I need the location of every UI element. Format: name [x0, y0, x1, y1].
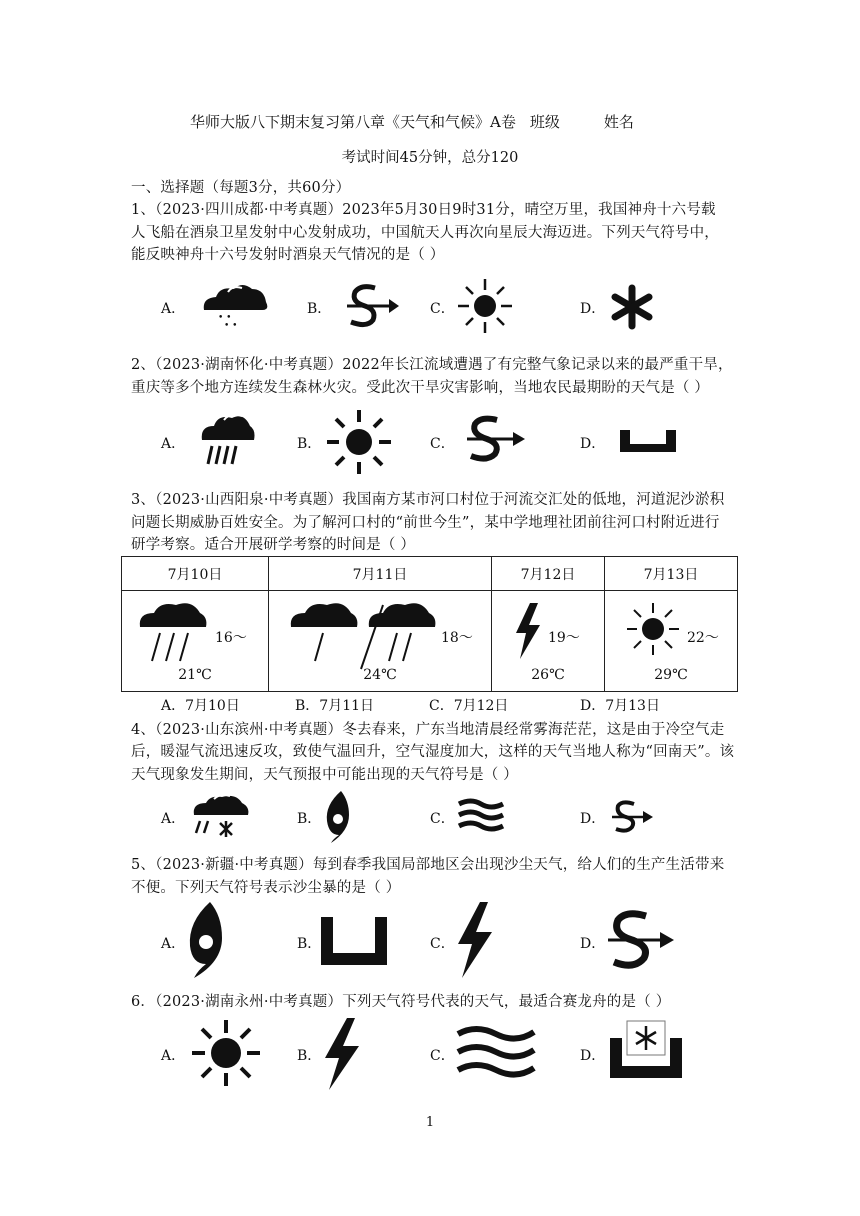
weather-forecast-table [121, 556, 738, 692]
exam-title: 华师大版八下期末复习第八章《天气和气候》A卷 [190, 113, 516, 131]
q6-option-d[interactable]: D． [580, 1048, 606, 1064]
table-weather-cell [122, 591, 269, 692]
sandstorm-s-icon [463, 414, 525, 466]
q6-option-b[interactable]: B． [297, 1048, 322, 1064]
dust-u-icon [618, 428, 678, 454]
sunny-icon [625, 601, 681, 657]
q3-option-a[interactable]: A．7月10日 [161, 698, 240, 714]
exam-title-row [190, 111, 634, 132]
sandstorm-s-icon [610, 800, 654, 834]
sunny-icon [457, 278, 513, 334]
q3-line-3: 研学考察。适合开展研学考察的时间是（ ） [131, 537, 416, 553]
q5-option-a[interactable]: A． [161, 936, 186, 952]
q2-line-2: 重庆等多个地方连续发生森林火灾。受此次干旱灾害影响，当地农民最期盼的天气是（ ） [131, 380, 710, 396]
sandstorm-s-icon [343, 282, 399, 330]
frost-icon [608, 1020, 684, 1080]
sleet-icon [190, 793, 250, 837]
q3-option-c[interactable]: C．7月12日 [429, 698, 509, 714]
table-temp-low: 26℃ [531, 667, 565, 683]
svg-text:• •: • • [224, 321, 238, 331]
q4-line-1: 4、（2023·山东滨州·中考真题）冬去春来，广东当地清晨经常雾海茫茫，这是由于冷空气走 [131, 722, 725, 738]
table-temp-high: 19～ [548, 630, 580, 646]
q2-line-1: 2、（2023·湖南怀化·中考真题）2022年长江流域遭遇了有完整气象记录以来的最严重干旱， [131, 357, 733, 373]
typhoon-icon [186, 902, 226, 978]
q4-line-2: 后，暖湿气流迅速反攻，致使气温回升，空气湿度加大，这样的天气当地人称为“回南天”。该 [131, 744, 735, 760]
q6-line-1: 6．（2023·湖南永州·中考真题）下列天气符号代表的天气，最适合赛龙舟的是（ ） [131, 994, 671, 1010]
cloud-rain-turning-rain-icon [289, 599, 439, 669]
fog-icon [457, 798, 505, 832]
svg-text:• •: • • [218, 313, 232, 323]
sunny-icon [325, 408, 393, 476]
q5-option-b[interactable]: B． [297, 936, 322, 952]
q4-line-3: 天气现象发生期间，天气预报中可能出现的天气符号是（ ） [131, 767, 519, 783]
q1-option-c[interactable]: C． [430, 301, 455, 317]
q1-line-2: 人飞船在酒泉卫星发射中心发射成功，中国航天人再次向星辰大海迈进。下列天气符号中， [131, 225, 719, 241]
table-temp-high: 22～ [687, 630, 719, 646]
q2-option-a[interactable]: A． [161, 436, 186, 452]
q3-line-2: 问题长期威胁百姓安全。为了解河口村的“前世今生”，某中学地理社团前往河口村附近进行 [131, 515, 720, 531]
q1-line-1: 1、（2023·四川成都·中考真题）2023年5月30日9时31分，晴空万里，我国神舟十六号载 [131, 202, 716, 218]
q5-option-c[interactable]: C． [430, 936, 455, 952]
table-temp-high: 18～ [441, 630, 473, 646]
section-heading: 一、选择题（每题3分，共60分） [131, 180, 351, 196]
rain-icon [138, 599, 208, 663]
q4-option-a[interactable]: A． [161, 811, 186, 827]
dust-u-icon [319, 915, 389, 967]
table-temp-low: 21℃ [178, 667, 212, 683]
table-date-cell: 7月10日 [122, 557, 269, 591]
q1-option-b[interactable]: B． [307, 301, 332, 317]
q2-option-c[interactable]: C． [430, 436, 455, 452]
table-weather-cell [492, 591, 605, 692]
page-number: 1 [425, 1115, 435, 1130]
lightning-icon [321, 1018, 361, 1090]
lightning-icon [512, 603, 542, 659]
table-date-cell: 7月12日 [492, 557, 605, 591]
q2-option-d[interactable]: D． [580, 436, 606, 452]
sandstorm-s-icon [604, 908, 676, 972]
lightning-icon [454, 902, 494, 978]
exam-subtitle: 考试时间45分钟，总分120 [341, 150, 519, 166]
table-weather-cell [605, 591, 738, 692]
q3-option-b[interactable]: B．7月11日 [295, 698, 375, 714]
q5-line-2: 不便。下列天气符号表示沙尘暴的是（ ） [131, 880, 401, 896]
q1-line-3: 能反映神舟十六号发射时酒泉天气情况的是（ ） [131, 247, 445, 263]
class-label: 班级 [529, 113, 560, 131]
q2-option-b[interactable]: B． [297, 436, 322, 452]
q4-option-c[interactable]: C． [430, 811, 455, 827]
table-temp-high: 16～ [215, 630, 247, 646]
q3-line-1: 3、（2023·山西阳泉·中考真题）我国南方某市河口村位于河流交汇处的低地，河道泥沙淤积 [131, 492, 725, 508]
fog-icon [456, 1024, 536, 1080]
q4-option-b[interactable]: B． [297, 811, 322, 827]
table-date-cell: 7月13日 [605, 557, 738, 591]
heavy-rain-icon [198, 410, 256, 466]
q6-option-a[interactable]: A． [161, 1048, 186, 1064]
typhoon-icon [323, 791, 353, 843]
table-temp-low: 29℃ [654, 667, 688, 683]
q6-option-c[interactable]: C． [430, 1048, 455, 1064]
name-label: 姓名 [603, 113, 634, 131]
q1-option-d[interactable]: D． [580, 301, 606, 317]
q4-option-d[interactable]: D． [580, 811, 606, 827]
q3-option-d[interactable]: D．7月13日 [580, 698, 660, 714]
q5-option-d[interactable]: D． [580, 936, 606, 952]
table-date-cell: 7月11日 [269, 557, 492, 591]
q5-line-1: 5、（2023·新疆·中考真题）每到春季我国局部地区会出现沙尘天气，给人们的生产生活带来 [131, 857, 725, 873]
sunny-icon [190, 1018, 262, 1088]
table-weather-cell [269, 591, 492, 692]
snowflake-icon [607, 284, 657, 330]
table-temp-low: 24℃ [363, 667, 397, 683]
cloud-snow-icon [198, 280, 270, 330]
q1-option-a[interactable]: A． [161, 301, 186, 317]
